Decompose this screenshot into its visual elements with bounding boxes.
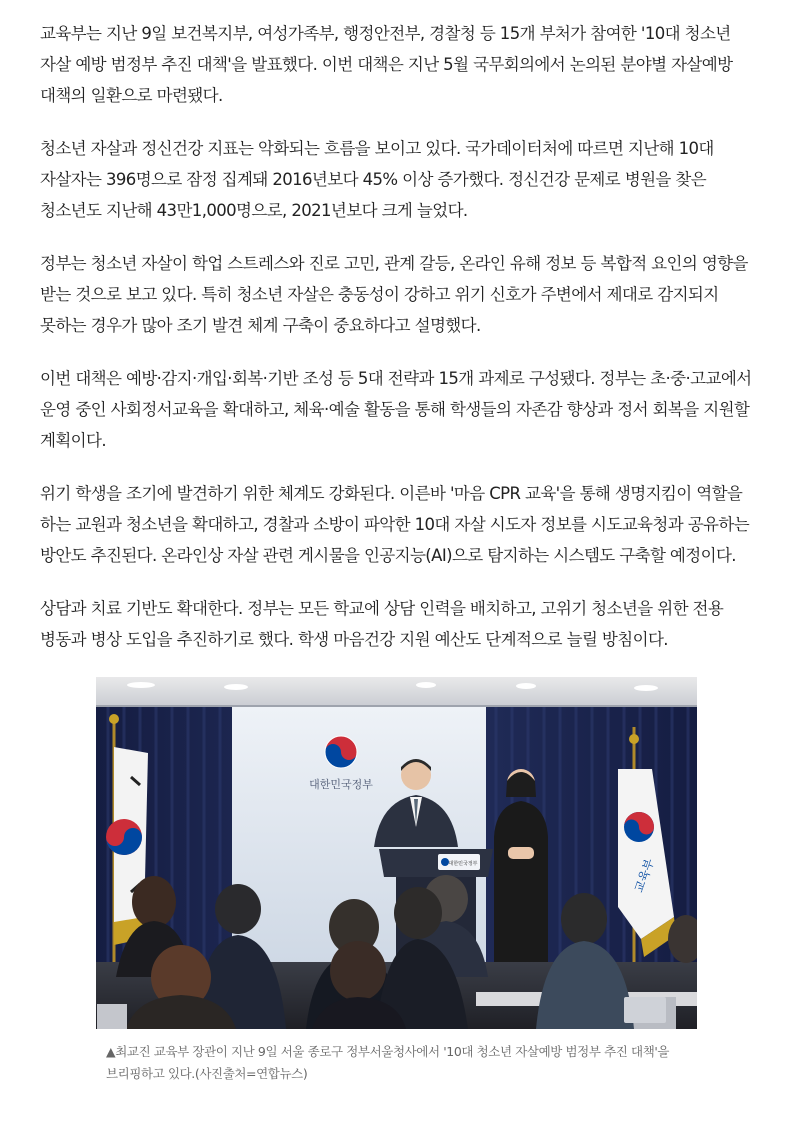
backdrop-label: 대한민국정부 [309,778,373,791]
article-paragraph: 청소년 자살과 정신건강 지표는 악화되는 흐름을 보이고 있다. 국가데이터처에 따르면 지난해 10대 자살자는 396명으로 잠정 집계돼 2016년보다 45% 이상 증가했다. 정신건강 문제로 병원을 찾은 청소년도 지난해 43만1,000명으로, 2021년보다 크게 늘었다. [40,139,714,220]
article-paragraph: 이번 대책은 예방·감지·개입·회복·기반 조성 등 5대 전략과 15개 과제로 구성됐다. 정부는 초·중·고교에서 운영 중인 사회정서교육을 확대하고, 체육·예술 활동을 통해 학생들의 자존감 향상과 정서 회복을 지원할 계획이다. [40,369,752,450]
article-paragraph: 상담과 치료 기반도 확대한다. 정부는 모든 학교에 상담 인력을 배치하고, 고위기 청소년을 위한 전용 병동과 병상 도입을 추진하기로 했다. 학생 마음건강 지원 예산도 단계적으로 늘릴 방침이다. [40,599,724,649]
article-paragraph: 교육부는 지난 9일 보건복지부, 여성가족부, 행정안전부, 경찰청 등 15개 부처가 참여한 '10대 청소년 자살 예방 범정부 추진 대책'을 발표했다. 이번 대책은 지난 5월 국무회의에서 논의된 분야별 자살예방 대책의 일환으로 마련됐다. [40,24,733,105]
briefing-photo-illustration [96,677,697,1029]
ministry-flag-label: 교육부 [631,856,657,895]
podium-label: 대한민국정부 [448,861,478,867]
article-paragraph: 위기 학생을 조기에 발견하기 위한 체계도 강화된다. 이른바 '마음 CPR 교육'을 통해 생명지킴이 역할을 하는 교원과 청소년을 확대하고, 경찰과 소방이 파악한 10대 자살 시도자 정보를 시도교육청과 공유하는 방안도 추진된다. 온라인상 자살 관련 게시물을 인공지능(AI)으로 탐지하는 시스템도 구축할 예정이다. [40,484,750,565]
article-body [40,18,760,677]
government-emblem-icon [325,736,357,768]
article-paragraph: 정부는 청소년 자살이 학업 스트레스와 진로 고민, 관계 갈등, 온라인 유해 정보 등 복합적 요인의 영향을 받는 것으로 보고 있다. 특히 청소년 자살은 충동성이 강하고 위기 신호가 주변에서 제대로 감지되지 못하는 경우가 많아 조기 발견 체계 구축이 중요하다고 설명했다. [40,254,748,335]
photo-caption: ▲최교진 교육부 장관이 지난 9일 서울 종로구 정부서울청사에서 '10대 청소년 자살예방 범정부 추진 대책'을 브리핑하고 있다.(사진출처=연합뉴스) [106,1044,670,1081]
briefing-photo [96,677,697,1029]
